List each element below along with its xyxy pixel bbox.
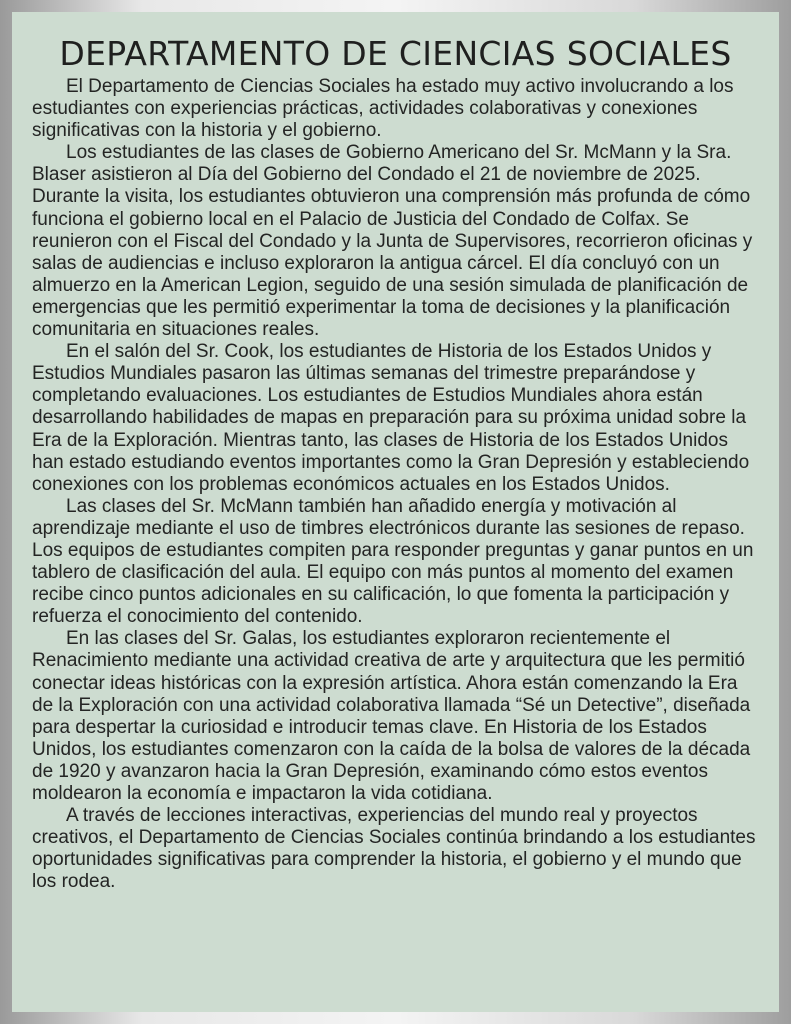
article-panel bbox=[12, 12, 779, 1012]
paragraph-government-day: Los estudiantes de las clases de Gobierno Americano del Sr. McMann y la Sra. Blaser asistieron al Día del Gobierno del Condado el 21 de noviembre de 2025. Durante la visita, los estudiantes obtuvieron una comprensión más profunda de cómo funciona el gobierno local en el Palacio de Justicia del Condado de Colfax. Se reunieron con el Fiscal del Condado y la Junta de Supervisores, recorrieron oficinas y salas de audiencias e incluso exploraron la antigua cárcel. El día concluyó con un almuerzo en la American Legion, seguido de una sesión simulada de planificación de emergencias que les permitió experimentar la toma de decisiones y la planificación comunitaria en situaciones reales. bbox=[32, 142, 753, 341]
paragraph-closing: A través de lecciones interactivas, experiencias del mundo real y proyectos creativos, el Departamento de Ciencias Sociales continúa brindando a los estudiantes oportunidades significativas para comprender la historia, el gobierno y el mundo que los rodea. bbox=[32, 805, 756, 893]
page-title: DEPARTAMENTO DE CIENCIAS SOCIALES bbox=[59, 34, 732, 73]
paragraph-cook-class: En el salón del Sr. Cook, los estudiantes de Historia de los Estados Unidos y Estudios Mundiales pasaron las últimas semanas del trimestre preparándose y completando evaluaciones. Los estudiantes de Estudios Mundiales ahora están desarrollando habilidades de mapas en preparación para su próxima unidad sobre la Era de la Exploración. Mientras tanto, las clases de Historia de los Estados Unidos han estado estudiando eventos importantes como la Gran Depresión y estableciendo conexiones con los problemas económicos actuales en los Estados Unidos. bbox=[32, 341, 750, 495]
paragraph-galas-class: En las clases del Sr. Galas, los estudiantes exploraron recientemente el Renacimiento mediante una actividad creativa de arte y arquitectura que les permitió conectar ideas históricas con la expresión artística. Ahora están comenzando la Era de la Exploración con una actividad colaborativa llamada “Sé un Detective”, diseñada para despertar la curiosidad e introducir temas clave. En Historia de los Estados Unidos, los estudiantes comenzaron con la caída de la bolsa de valores de la década de 1920 y avanzaron hacia la Gran Depresión, examinando cómo estos eventos moldearon la economía e impactaron la vida cotidiana. bbox=[32, 628, 751, 804]
paragraph-intro: El Departamento de Ciencias Sociales ha estado muy activo involucrando a los estudiantes con experiencias prácticas, actividades colaborativas y conexiones significativas con la historia y el gobierno. bbox=[32, 76, 734, 142]
paragraph-mcmann-buzzers: Las clases del Sr. McMann también han añadido energía y motivación al aprendizaje mediante el uso de timbres electrónicos durante las sesiones de repaso. Los equipos de estudiantes compiten para responder preguntas y ganar puntos en un tablero de clasificación del aula. El equipo con más puntos al momento del examen recibe cinco puntos adicionales en su calificación, lo que fomenta la participación y refuerza el conocimiento del contenido. bbox=[32, 495, 754, 628]
